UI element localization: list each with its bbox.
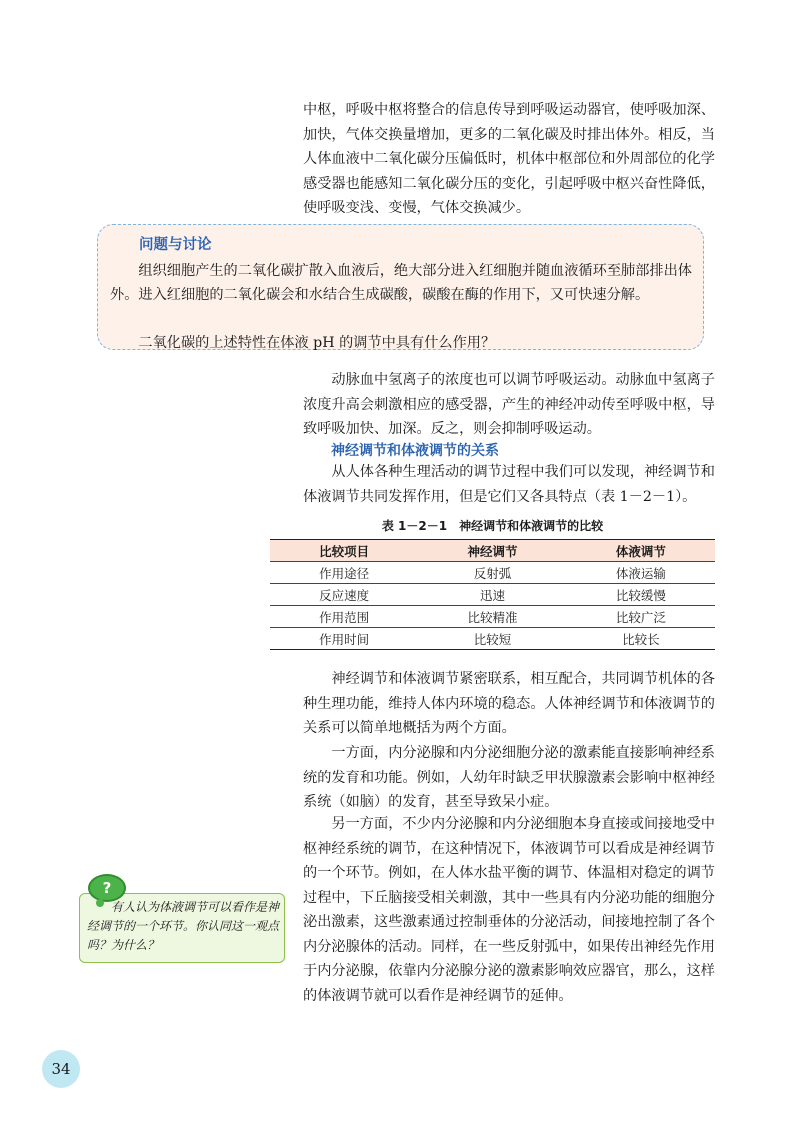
body-paragraph-3: 另一方面，不少内分泌腺和内分泌细胞本身直接或间接地受中枢神经系统的调节，在这种情况下，体液调节可以看成是神经调节的一个环节。例如，在人体水盐平衡的调节、体温相对稳定的调节过程中，下丘脑接受相关刺激，其中一些具有内分泌功能的细胞分泌出激素，这些激素通过控制垂体的分泌活动，间接地控制了各个内分泌腺体的活动。同样，在一些反射弧中，如果传出神经先作用于内分泌腺，依靠内分泌腺分泌的激素影响效应器官，那么，这样的体液调节就可以看作是神经调节的延伸。 [303,816,715,1004]
table-cell: 比较缓慢 [567,584,715,606]
table-cell: 反射弧 [418,562,566,584]
table-header-cell: 神经调节 [418,540,566,562]
page-number: 34 [42,1050,80,1088]
table-header-cell: 比较项目 [270,540,418,562]
discussion-title: 问题与讨论 [139,237,212,253]
table-row [270,628,715,650]
table-caption: 表 1－2－1 神经调节和体液调节的比较 [381,519,604,533]
intro-paragraph: 中枢，呼吸中枢将整合的信息传导到呼吸运动器官，使呼吸加深、加快，气体交换量增加，更多的二氧化碳及时排出体外。相反，当人体血液中二氧化碳分压偏低时，机体中枢部位和外周部位的化学感受器也能感知二氧化碳分压的变化，引起呼吸中枢兴奋性降低，使呼吸变浅、变慢，气体交换减少。 [303,102,715,216]
table-cell: 作用时间 [270,628,418,650]
table-cell: 作用途径 [270,562,418,584]
table-cell: 体液运输 [567,562,715,584]
table-header-row [270,540,715,562]
table-cell: 比较广泛 [567,606,715,628]
question-bubble-icon: ? [88,874,126,902]
table-cell: 反应速度 [270,584,418,606]
table-header-cell: 体液调节 [567,540,715,562]
table-cell: 比较短 [418,628,566,650]
table-cell: 比较精准 [418,606,566,628]
body-paragraph-2: 一方面，内分泌腺和内分泌细胞分泌的激素能直接影响神经系统的发育和功能。例如，人幼年时缺乏甲状腺激素会影响中枢神经系统（如脑）的发育，甚至导致呆小症。 [303,745,715,810]
table-row [270,584,715,606]
table-row [270,606,715,628]
table-cell: 作用范围 [270,606,418,628]
body-paragraph-1: 神经调节和体液调节紧密联系，相互配合，共同调节机体的各种生理功能，维持人体内环境的稳态。人体神经调节和体液调节的关系可以简单地概括为两个方面。 [303,671,715,736]
discussion-paragraph-1: 组织细胞产生的二氧化碳扩散入血液后，绝大部分进入红细胞并随血液循环至肺部排出体外。进入红细胞的二氧化碳会和水结合生成碳酸，碳酸在酶的作用下，又可快速分解。 [110,263,692,303]
table-cell: 迅速 [418,584,566,606]
discussion-question: 二氧化碳的上述特性在体液 pH 的调节中具有什么作用？ [138,335,496,351]
section-intro-paragraph: 从人体各种生理活动的调节过程中我们可以发现，神经调节和体液调节共同发挥作用，但是它们又各具特点（表 1－2－1）。 [303,464,715,505]
table-cell: 比较长 [567,628,715,650]
side-note-text: 有人认为体液调节可以看作是神经调节的一个环节。你认同这一观点吗？为什么？ [87,900,280,952]
comparison-table [270,539,715,650]
hydrogen-ion-paragraph: 动脉血中氢离子的浓度也可以调节呼吸运动。动脉血中氢离子浓度升高会刺激相应的感受器，产生的神经冲动传至呼吸中枢，导致呼吸加快、加深。反之，则会抑制呼吸运动。 [303,372,715,437]
section-heading: 神经调节和体液调节的关系 [331,443,499,459]
table-row [270,562,715,584]
